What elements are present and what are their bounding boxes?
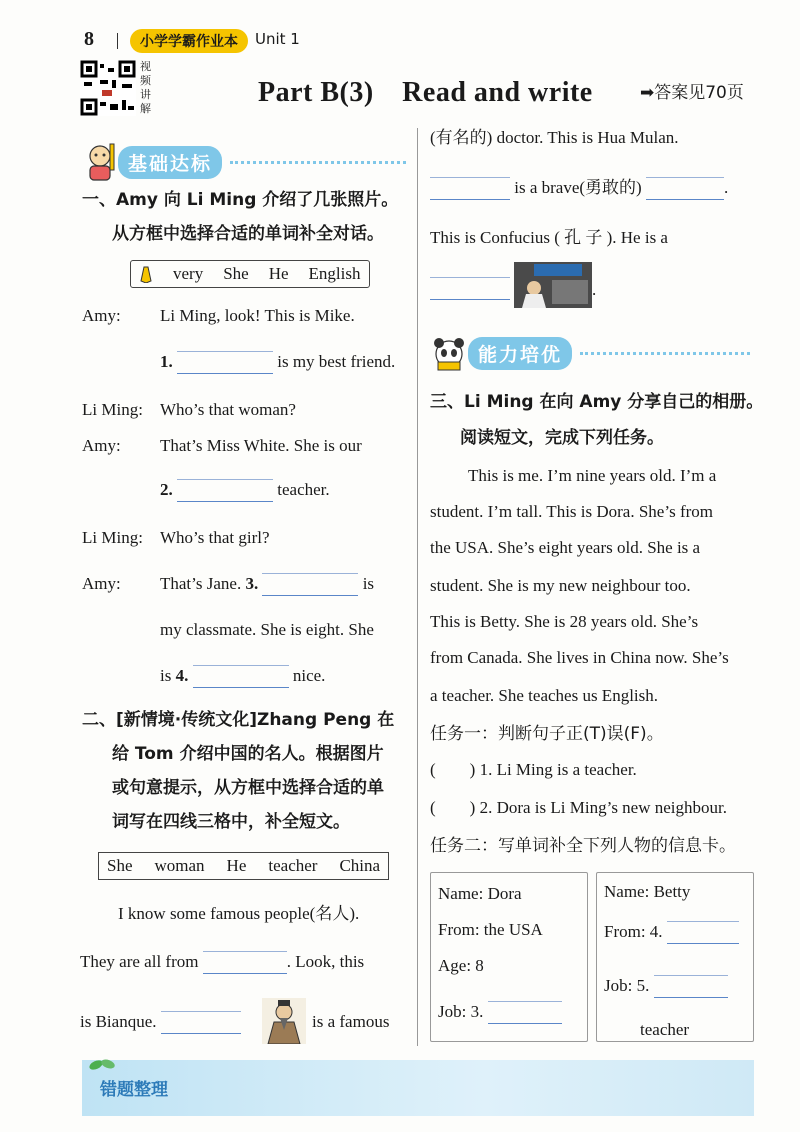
word-woman: woman bbox=[154, 856, 205, 875]
tf-item-2 bbox=[430, 796, 727, 820]
tf-answer-paren-2[interactable]: ( ) bbox=[430, 798, 476, 817]
pencil-icon bbox=[139, 265, 153, 283]
tf-statement: 2. Dora is Li Ming’s new neighbour. bbox=[479, 798, 727, 817]
answer-blank-bianque[interactable] bbox=[161, 1015, 241, 1034]
column-divider bbox=[417, 128, 418, 1046]
tf-item-1 bbox=[430, 758, 637, 782]
word-very: very bbox=[173, 264, 204, 283]
card-name: Name: Betty bbox=[604, 882, 691, 901]
answer-blank-confucius[interactable] bbox=[430, 281, 510, 300]
banner-dots bbox=[230, 161, 406, 164]
answer-blank-mulan[interactable] bbox=[430, 181, 510, 200]
q1-title-line1: 一、Amy 向 Li Ming 介绍了几张照片。 bbox=[82, 190, 399, 210]
speaker-amy: Amy: bbox=[82, 574, 121, 593]
word-she: She bbox=[223, 264, 249, 283]
speaker-amy: Amy: bbox=[82, 306, 121, 325]
banner-label: 能力培优 bbox=[468, 337, 572, 370]
footer-label: 错题整理 bbox=[100, 1080, 168, 1100]
answer-blank-from-4[interactable] bbox=[667, 925, 739, 944]
tf-statement: 1. Li Ming is a teacher. bbox=[479, 760, 637, 779]
card-job-label: Job: 3. bbox=[438, 1002, 484, 1021]
pencil-kid-icon bbox=[82, 142, 118, 182]
qr-code-icon[interactable] bbox=[80, 60, 136, 116]
reading-line: student. I’m tall. This is Dora. She’s from bbox=[430, 502, 713, 521]
teacher-photo-icon bbox=[514, 262, 592, 308]
reading-line: from Canada. She lives in China now. She’s bbox=[430, 648, 729, 667]
passage-text: They are all from bbox=[80, 952, 199, 971]
card-age: Age: 8 bbox=[438, 956, 484, 975]
bianque-portrait-icon bbox=[262, 998, 306, 1044]
tf-answer-paren-1[interactable]: ( ) bbox=[430, 760, 476, 779]
passage-line bbox=[430, 276, 510, 300]
series-badge: 小学学霸作业本 bbox=[130, 29, 248, 53]
passage-line: I know some famous people(名人). bbox=[118, 904, 360, 923]
answer-blank-1[interactable] bbox=[177, 355, 273, 374]
word-english: English bbox=[308, 264, 361, 283]
passage-text: . bbox=[592, 280, 597, 299]
dialog-line: Who’s that woman? bbox=[160, 400, 296, 419]
unit-label: Unit 1 bbox=[255, 30, 300, 48]
q2-title-line1: 二、[新情境·传统文化]Zhang Peng 在 bbox=[82, 710, 395, 730]
blank-number: 2. bbox=[160, 480, 173, 499]
answer-blank-4[interactable] bbox=[193, 669, 289, 688]
word-he: He bbox=[268, 264, 289, 283]
card-name: Name: Dora bbox=[438, 884, 522, 903]
dialog-text: is bbox=[160, 666, 172, 685]
dialog-text: teacher. bbox=[277, 480, 330, 499]
section-banner-basic bbox=[82, 142, 406, 182]
blank-number: 4. bbox=[175, 666, 189, 685]
answer-blank-3[interactable] bbox=[262, 577, 358, 596]
answer-blank-woman[interactable] bbox=[646, 181, 724, 200]
page-number: 8 bbox=[84, 28, 94, 50]
answer-blank-china[interactable] bbox=[203, 955, 287, 974]
q2-title-line4: 词写在四线三格中，补全短文。 bbox=[112, 812, 350, 832]
passage-text: is Bianque. bbox=[80, 1012, 157, 1031]
passage-text: . bbox=[723, 178, 729, 197]
reading-line: a teacher. She teaches us English. bbox=[430, 686, 659, 705]
reading-line: the USA. She’s eight years old. She is a bbox=[430, 538, 701, 557]
error-review-area[interactable] bbox=[82, 1060, 754, 1116]
dialog-text: is my best friend. bbox=[277, 352, 396, 371]
q1-title-line2: 从方框中选择合适的单词补全对话。 bbox=[112, 224, 384, 244]
q2-title-line2: 给 Tom 介绍中国的名人。根据图片 bbox=[112, 744, 384, 764]
dialog-line bbox=[160, 664, 325, 688]
blank-number: 1. bbox=[160, 352, 173, 371]
dialog-line bbox=[160, 478, 330, 502]
speaker-liming: Li Ming: bbox=[82, 400, 143, 419]
banner-dots bbox=[580, 352, 750, 355]
card-job bbox=[604, 974, 728, 998]
dialog-line bbox=[160, 350, 395, 374]
word-teacher: teacher bbox=[268, 856, 318, 875]
q1-word-box bbox=[130, 260, 370, 288]
answer-blank-job-5[interactable] bbox=[654, 979, 728, 998]
reading-line: student. She is my new neighbour too. bbox=[430, 576, 691, 595]
word-she: She bbox=[107, 856, 133, 875]
speaker-liming: Li Ming: bbox=[82, 528, 143, 547]
card-from bbox=[604, 920, 739, 944]
dialog-line: my classmate. She is eight. She bbox=[160, 620, 374, 639]
card-bottom-word: teacher bbox=[640, 1020, 690, 1039]
blank-number: 3. bbox=[245, 574, 259, 593]
reading-line: This is Betty. She is 28 years old. She’s bbox=[430, 612, 699, 631]
answer-reference: ➡答案见70页 bbox=[640, 83, 744, 103]
q3-title-line1: 三、Li Ming 在向 Amy 分享自己的相册。 bbox=[430, 392, 764, 412]
card-from: From: the USA bbox=[438, 920, 543, 939]
passage-line bbox=[430, 176, 728, 200]
word-china: China bbox=[339, 856, 381, 875]
dialog-line bbox=[160, 572, 374, 596]
q2-title-line3: 或句意提示，从方框中选择合适的单 bbox=[112, 778, 384, 798]
speaker-amy: Amy: bbox=[82, 436, 121, 455]
task2-label: 任务二：写单词补全下列人物的信息卡。 bbox=[430, 836, 736, 856]
answer-blank-2[interactable] bbox=[177, 483, 273, 502]
passage-line: (有名的) doctor. This is Hua Mulan. bbox=[430, 128, 679, 147]
passage-text: is a famous bbox=[312, 1012, 390, 1031]
passage-text: . Look, this bbox=[286, 952, 365, 971]
qr-label: 视频讲解 bbox=[140, 60, 151, 115]
page-title: Part B(3) Read and write bbox=[258, 77, 593, 108]
card-job-label: Job: 5. bbox=[604, 976, 650, 995]
q2-word-box bbox=[98, 852, 389, 880]
passage-text: is a brave(勇敢的) bbox=[514, 178, 642, 197]
panda-icon bbox=[430, 334, 468, 372]
dialog-text: is bbox=[362, 574, 375, 593]
banner-label: 基础达标 bbox=[118, 146, 222, 179]
leaf-icon bbox=[88, 1056, 116, 1072]
passage-line: This is Confucius ( 孔 子 ). He is a bbox=[430, 228, 668, 247]
dialog-line: Who’s that girl? bbox=[160, 528, 270, 547]
q3-title-line2: 阅读短文，完成下列任务。 bbox=[460, 428, 664, 448]
header-separator bbox=[117, 33, 118, 49]
passage-line bbox=[80, 950, 406, 974]
dialog-line: Li Ming, look! This is Mike. bbox=[160, 306, 355, 325]
dialog-text: That’s Jane. bbox=[160, 574, 242, 593]
word-he: He bbox=[226, 856, 247, 875]
section-banner-advanced bbox=[430, 334, 750, 372]
answer-blank-job-3[interactable] bbox=[488, 1005, 562, 1024]
card-job bbox=[438, 1000, 562, 1024]
dialog-text: nice. bbox=[292, 666, 326, 685]
reading-line: This is me. I’m nine years old. I’m a bbox=[468, 466, 717, 485]
task1-label: 任务一：判断句子正(T)误(F)。 bbox=[430, 724, 664, 744]
card-from-label: From: 4. bbox=[604, 922, 663, 941]
dialog-line: That’s Miss White. She is our bbox=[160, 436, 362, 455]
